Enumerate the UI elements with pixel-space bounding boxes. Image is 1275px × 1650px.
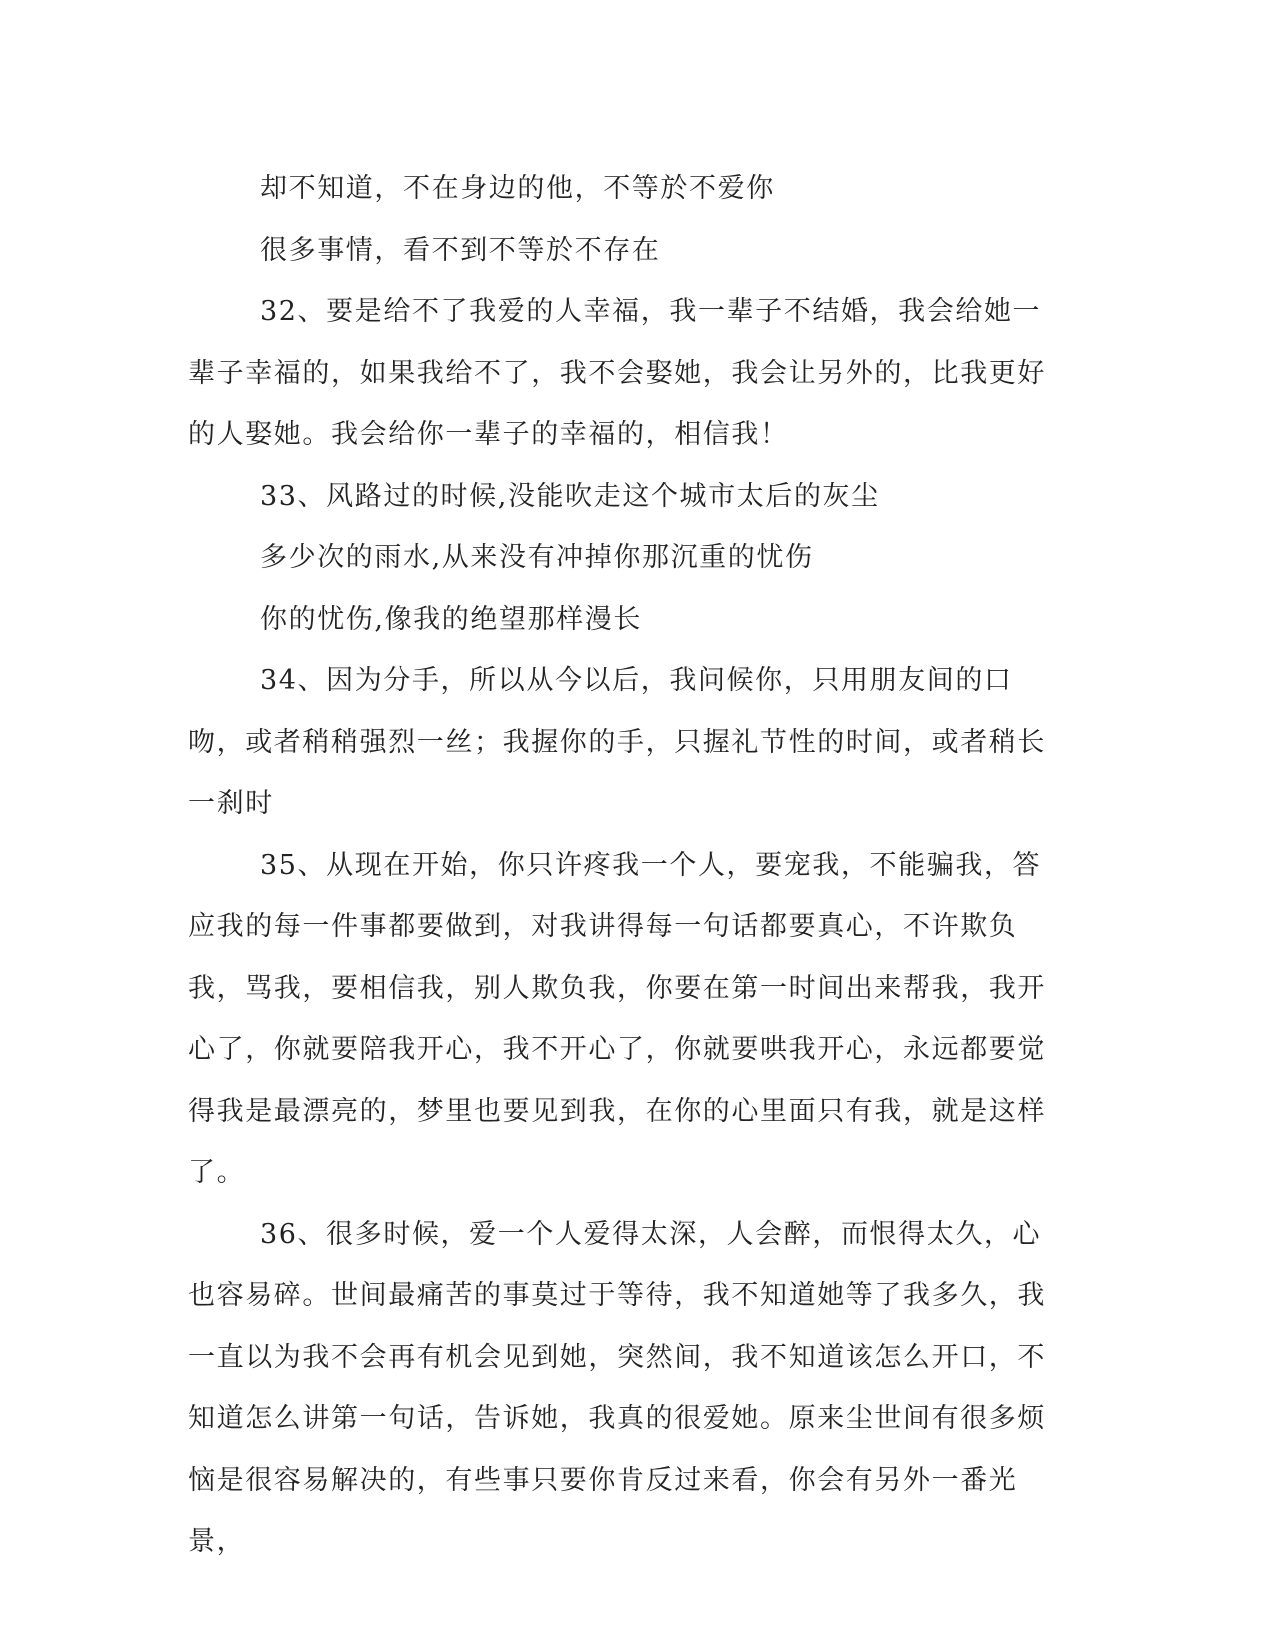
paragraph: 34、因为分手，所以从今以后，我问候你，只用朋友间的口吻，或者稍稍强烈一丝；我握你的手，只握礼节性的时间，或者稍长一刹时 — [188, 665, 1046, 819]
paragraph: 却不知道，不在身边的他，不等於不爱你 — [260, 173, 775, 204]
paragraph: 你的忧伤,像我的绝望那样漫长 — [260, 603, 642, 635]
document-body — [188, 158, 1068, 1573]
paragraph: 36、很多时候，爱一个人爱得太深，人会醉，而恨得太久，心也容易碎。世间最痛苦的事莫过于等待，我不知道她等了我多久，我一直以为我不会再有机会见到她，突然间，我不知道该怎么开口，不知道怎么讲第一句话，告诉她，我真的很爱她。原来尘世间有很多烦恼是很容易解决的，有些事只要你肯反过来看，你会有另外一番光景， — [188, 1218, 1046, 1557]
paragraph: 很多事情，看不到不等於不存在 — [260, 234, 661, 266]
paragraph: 32、要是给不了我爱的人幸福，我一辈子不结婚，我会给她一辈子幸福的，如果我给不了，我不会娶她，我会让另外的，比我更好的人娶她。我会给你一辈子的幸福的，相信我！ — [188, 296, 1046, 450]
paragraph: 33、风路过的时候,没能吹走这个城市太后的灰尘 — [260, 480, 880, 512]
paragraph: 35、从现在开始，你只许疼我一个人，要宠我，不能骗我，答应我的每一件事都要做到，对我讲得每一句话都要真心，不许欺负我，骂我，要相信我，别人欺负我，你要在第一时间出来帮我，我开心了，你就要陪我开心，我不开心了，你就要哄我开心，永远都要觉得我是最漂亮的，梦里也要见到我，在你的心里面只有我，就是这样了。 — [188, 849, 1046, 1188]
paragraph: 多少次的雨水,从来没有冲掉你那沉重的忧伤 — [260, 542, 814, 573]
